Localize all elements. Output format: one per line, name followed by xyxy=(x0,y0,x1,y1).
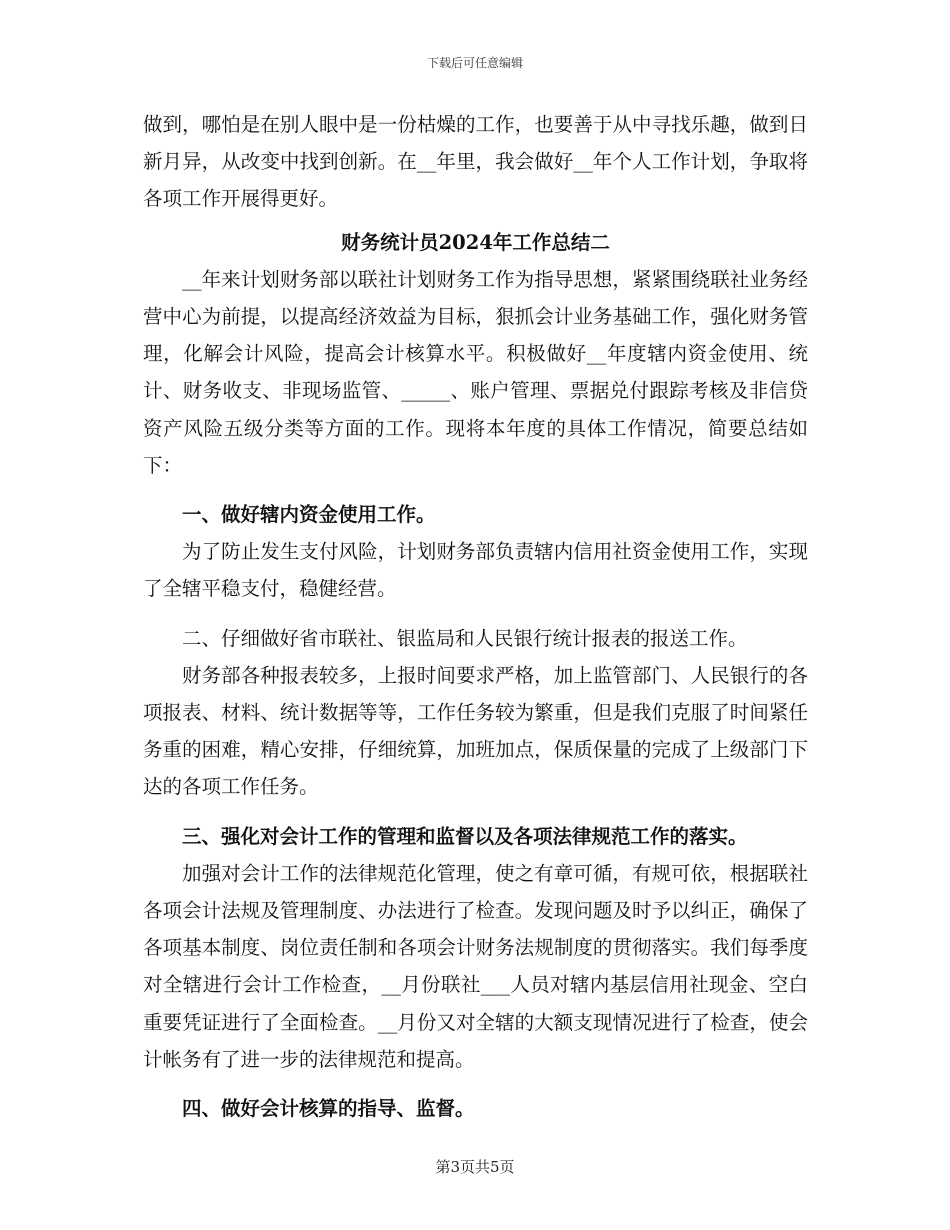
heading-statistics-reports: 二、仔细做好省市联社、银监局和人民银行统计报表的报送工作。 xyxy=(182,626,748,650)
section-title: 财务统计员2024年工作总结二 xyxy=(341,230,610,254)
paragraph-statistics-reports: 财务部各种报表较多，上报时间要求严格，加上监管部门、人民银行的各项报表、材料、统计数据等等，工作任务较为繁重，但是我们克服了时间紧任务重的困难，精心安排，仔细统算，加班加点，保质保量的完成了上级部门下达的各项工作任务。 xyxy=(143,663,808,799)
page-number-footer: 第3页共5页 xyxy=(435,1158,515,1176)
heading-fund-usage: 一、做好辖内资金使用工作。 xyxy=(182,503,436,527)
paragraph-accounting-supervision: 加强对会计工作的法律规范化管理，使之有章可循，有规可依，根据联社各项会计法规及管理制度、办法进行了检查。发现问题及时予以纠正，确保了各项基本制度、岗位责任制和各项会计财务法规制度的贯彻落实。我们每季度对全辖进行会计工作检查，__月份联社___人员对辖内基层信用社现金、空白重要凭证进行了全面检查。__月份又对全辖的大额支现情况进行了检查，使会计帐务有了进一步的法律规范和提高。 xyxy=(143,861,808,1071)
paragraph-intro: __年来计划财务部以联社计划财务工作为指导思想，紧紧围绕联社业务经营中心为前提，以提高经济效益为目标，狠抓会计业务基础工作，强化财务管理，化解会计风险，提高会计核算水平。积极做好__年度辖内资金使用、统计、财务收支、非现场监管、_____、账户管理、票据兑付跟踪考核及非信贷资产风险五级分类等方面的工作。现将本年度的具体工作情况，简要总结如下： xyxy=(143,267,808,477)
heading-accounting-guidance: 四、做好会计核算的指导、监督。 xyxy=(182,1097,475,1121)
paragraph-continuation: 做到，哪怕是在别人眼中是一份枯燥的工作，也要善于从中寻找乐趣，做到日新月异，从改变中找到创新。在__年里，我会做好__年个人工作计划，争取将各项工作开展得更好。 xyxy=(143,113,808,211)
paragraph-fund-usage: 为了防止发生支付风险，计划财务部负责辖内信用社资金使用工作，实现了全辖平稳支付，稳健经营。 xyxy=(143,540,808,601)
heading-accounting-supervision: 三、强化对会计工作的管理和监督以及各项法律规范工作的落实。 xyxy=(182,824,748,848)
page-header-note: 下载后可任意编辑 xyxy=(426,56,523,70)
document-body xyxy=(143,106,808,1127)
